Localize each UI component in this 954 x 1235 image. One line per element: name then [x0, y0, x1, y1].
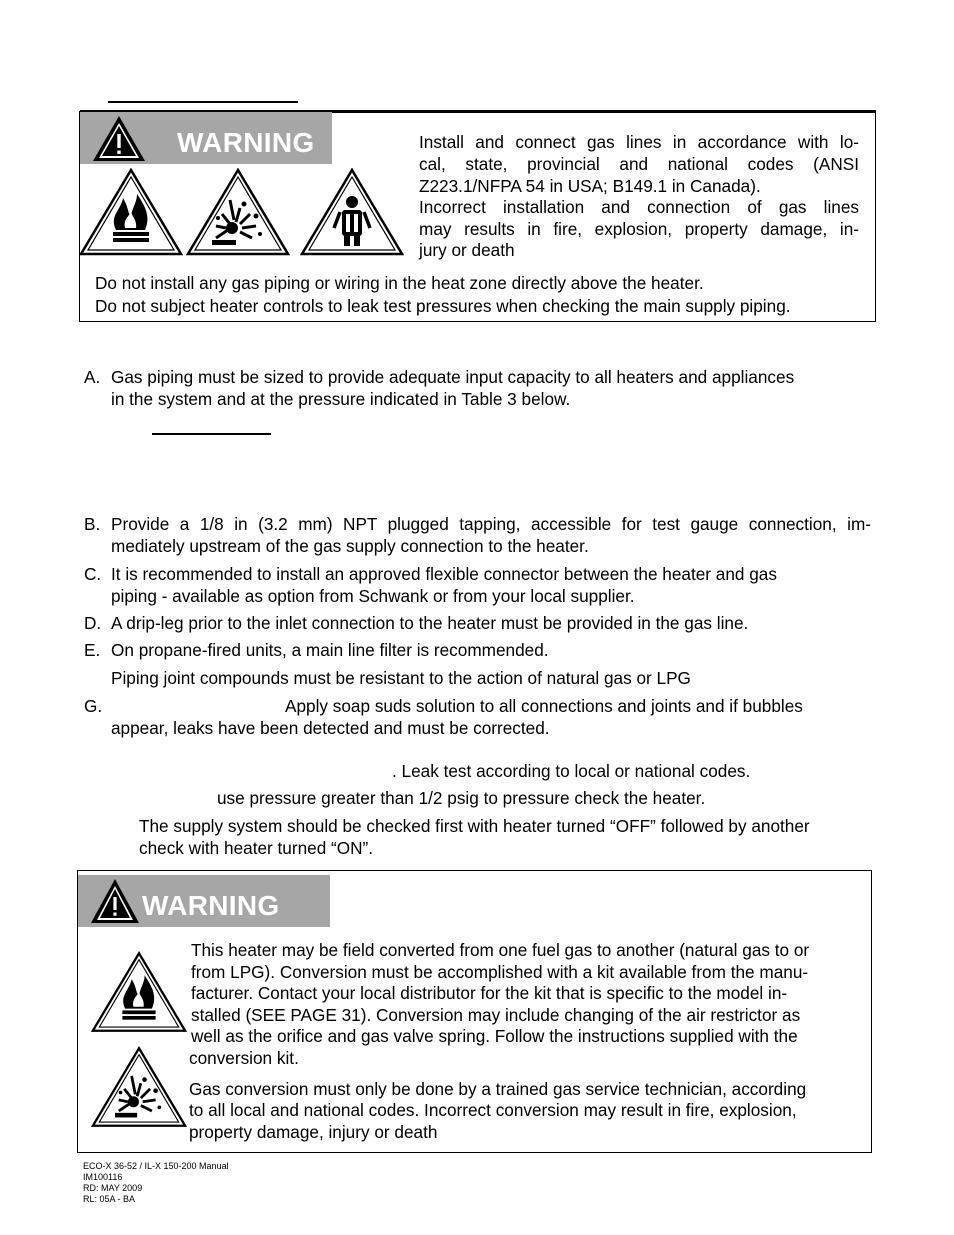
item-label: D.: [84, 613, 102, 633]
list-item: [84, 564, 874, 608]
table-heading-underline: [152, 433, 271, 435]
list-item: [84, 696, 874, 740]
item-label: A.: [84, 367, 101, 387]
warning-banner-text: WARNING: [177, 127, 315, 158]
item-text: It is recommended to install an approved flexible connector between the heater and gas: [111, 564, 777, 584]
conversion-text-line: Gas conversion must only be done by a trained gas service technician, according: [189, 1079, 807, 1099]
list-item: [84, 613, 874, 635]
conversion-text-line: to all local and national codes. Incorrect conversion may result in fire, explosion,: [189, 1100, 797, 1120]
conversion-text-line: well as the orifice and gas valve spring. Follow the instructions supplied with the: [191, 1026, 798, 1046]
list-item: [84, 668, 874, 690]
warning-note: Do not install any gas piping or wiring in the heat zone directly above the heater.: [95, 273, 704, 293]
explosion-hazard-icon: [186, 168, 290, 256]
item-label: B.: [84, 514, 101, 534]
warning-banner-text: WARNING: [142, 890, 280, 921]
conversion-text-line: conversion kit.: [189, 1048, 299, 1068]
footer-line: RD: MAY 2009: [83, 1183, 143, 1193]
fire-hazard-icon: [79, 168, 183, 256]
list-item: [84, 514, 874, 558]
item-text: in the system and at the pressure indicated in Table 3 below.: [111, 389, 571, 409]
heading-underline: [108, 101, 298, 103]
warning-note: Do not subject heater controls to leak test pressures when checking the main supply piping.: [95, 296, 791, 316]
item-label: E.: [84, 640, 101, 660]
footer-line: IM100116: [83, 1172, 123, 1182]
item-text: Piping joint compounds must be resistant to the action of natural gas or LPG: [111, 668, 691, 688]
warning-text-line: Z223.1/NFPA 54 in USA; B149.1 in Canada).: [419, 176, 761, 196]
footer-line: RL: 05A - BA: [83, 1194, 136, 1204]
leak-test-text: The supply system should be checked first with heater turned “OFF” followed by another: [139, 816, 810, 836]
item-text: Apply soap suds solution to all connections and joints and if bubbles: [285, 696, 803, 716]
item-text: Gas piping must be sized to provide adequate input capacity to all heaters and appliances: [111, 367, 795, 387]
conversion-text-line: This heater may be field converted from one fuel gas to another (natural gas to or: [191, 940, 810, 960]
leak-test-text: use pressure greater than 1/2 psig to pressure check the heater.: [217, 788, 706, 808]
item-text: A drip-leg prior to the inlet connection to the heater must be provided in the gas line.: [111, 613, 749, 633]
item-text: On propane-fired units, a main line filter is recommended.: [111, 640, 549, 660]
list-item: [84, 367, 874, 411]
warning-text-line: Install and connect gas lines in accordance with lo-: [419, 132, 859, 152]
item-label: C.: [84, 564, 102, 584]
footer-line: ECO-X 36-52 / IL-X 150-200 Manual: [83, 1161, 229, 1171]
conversion-text-line: facturer. Contact your local distributor for the kit that is specific to the model in-: [191, 983, 788, 1003]
explosion-hazard-icon: [91, 1045, 187, 1129]
exclamation-icon: [91, 114, 147, 163]
fire-hazard-icon: [91, 950, 187, 1034]
warning-text-line: may results in fire, explosion, property damage, in-: [419, 219, 859, 239]
warning-text-line: cal, state, provincial and national codes (ANSI: [419, 154, 859, 174]
conversion-text-line: property damage, injury or death: [189, 1122, 438, 1142]
asphyxiation-hazard-icon: [300, 168, 404, 256]
leak-test-text: . Leak test according to local or national codes.: [392, 761, 751, 781]
warning-text-line: jury or death: [419, 240, 515, 260]
item-text: piping - available as option from Schwank or from your local supplier.: [111, 586, 635, 606]
item-text: appear, leaks have been detected and must be corrected.: [111, 718, 550, 738]
conversion-text-line: stalled (SEE PAGE 31). Conversion may include changing of the air restrictor as: [191, 1005, 801, 1025]
item-text: Provide a 1/8 in (3.2 mm) NPT plugged tapping, accessible for test gauge connection, im-: [111, 514, 871, 534]
conversion-text-line: from LPG). Conversion must be accomplished with a kit available from the manu-: [191, 962, 809, 982]
exclamation-icon: [89, 877, 141, 925]
warning-text-line: Incorrect installation and connection of gas lines: [419, 197, 859, 217]
item-label: G.: [84, 696, 103, 716]
list-item: [84, 640, 874, 662]
leak-test-text: check with heater turned “ON”.: [139, 838, 374, 858]
item-text: mediately upstream of the gas supply connection to the heater.: [111, 536, 589, 556]
